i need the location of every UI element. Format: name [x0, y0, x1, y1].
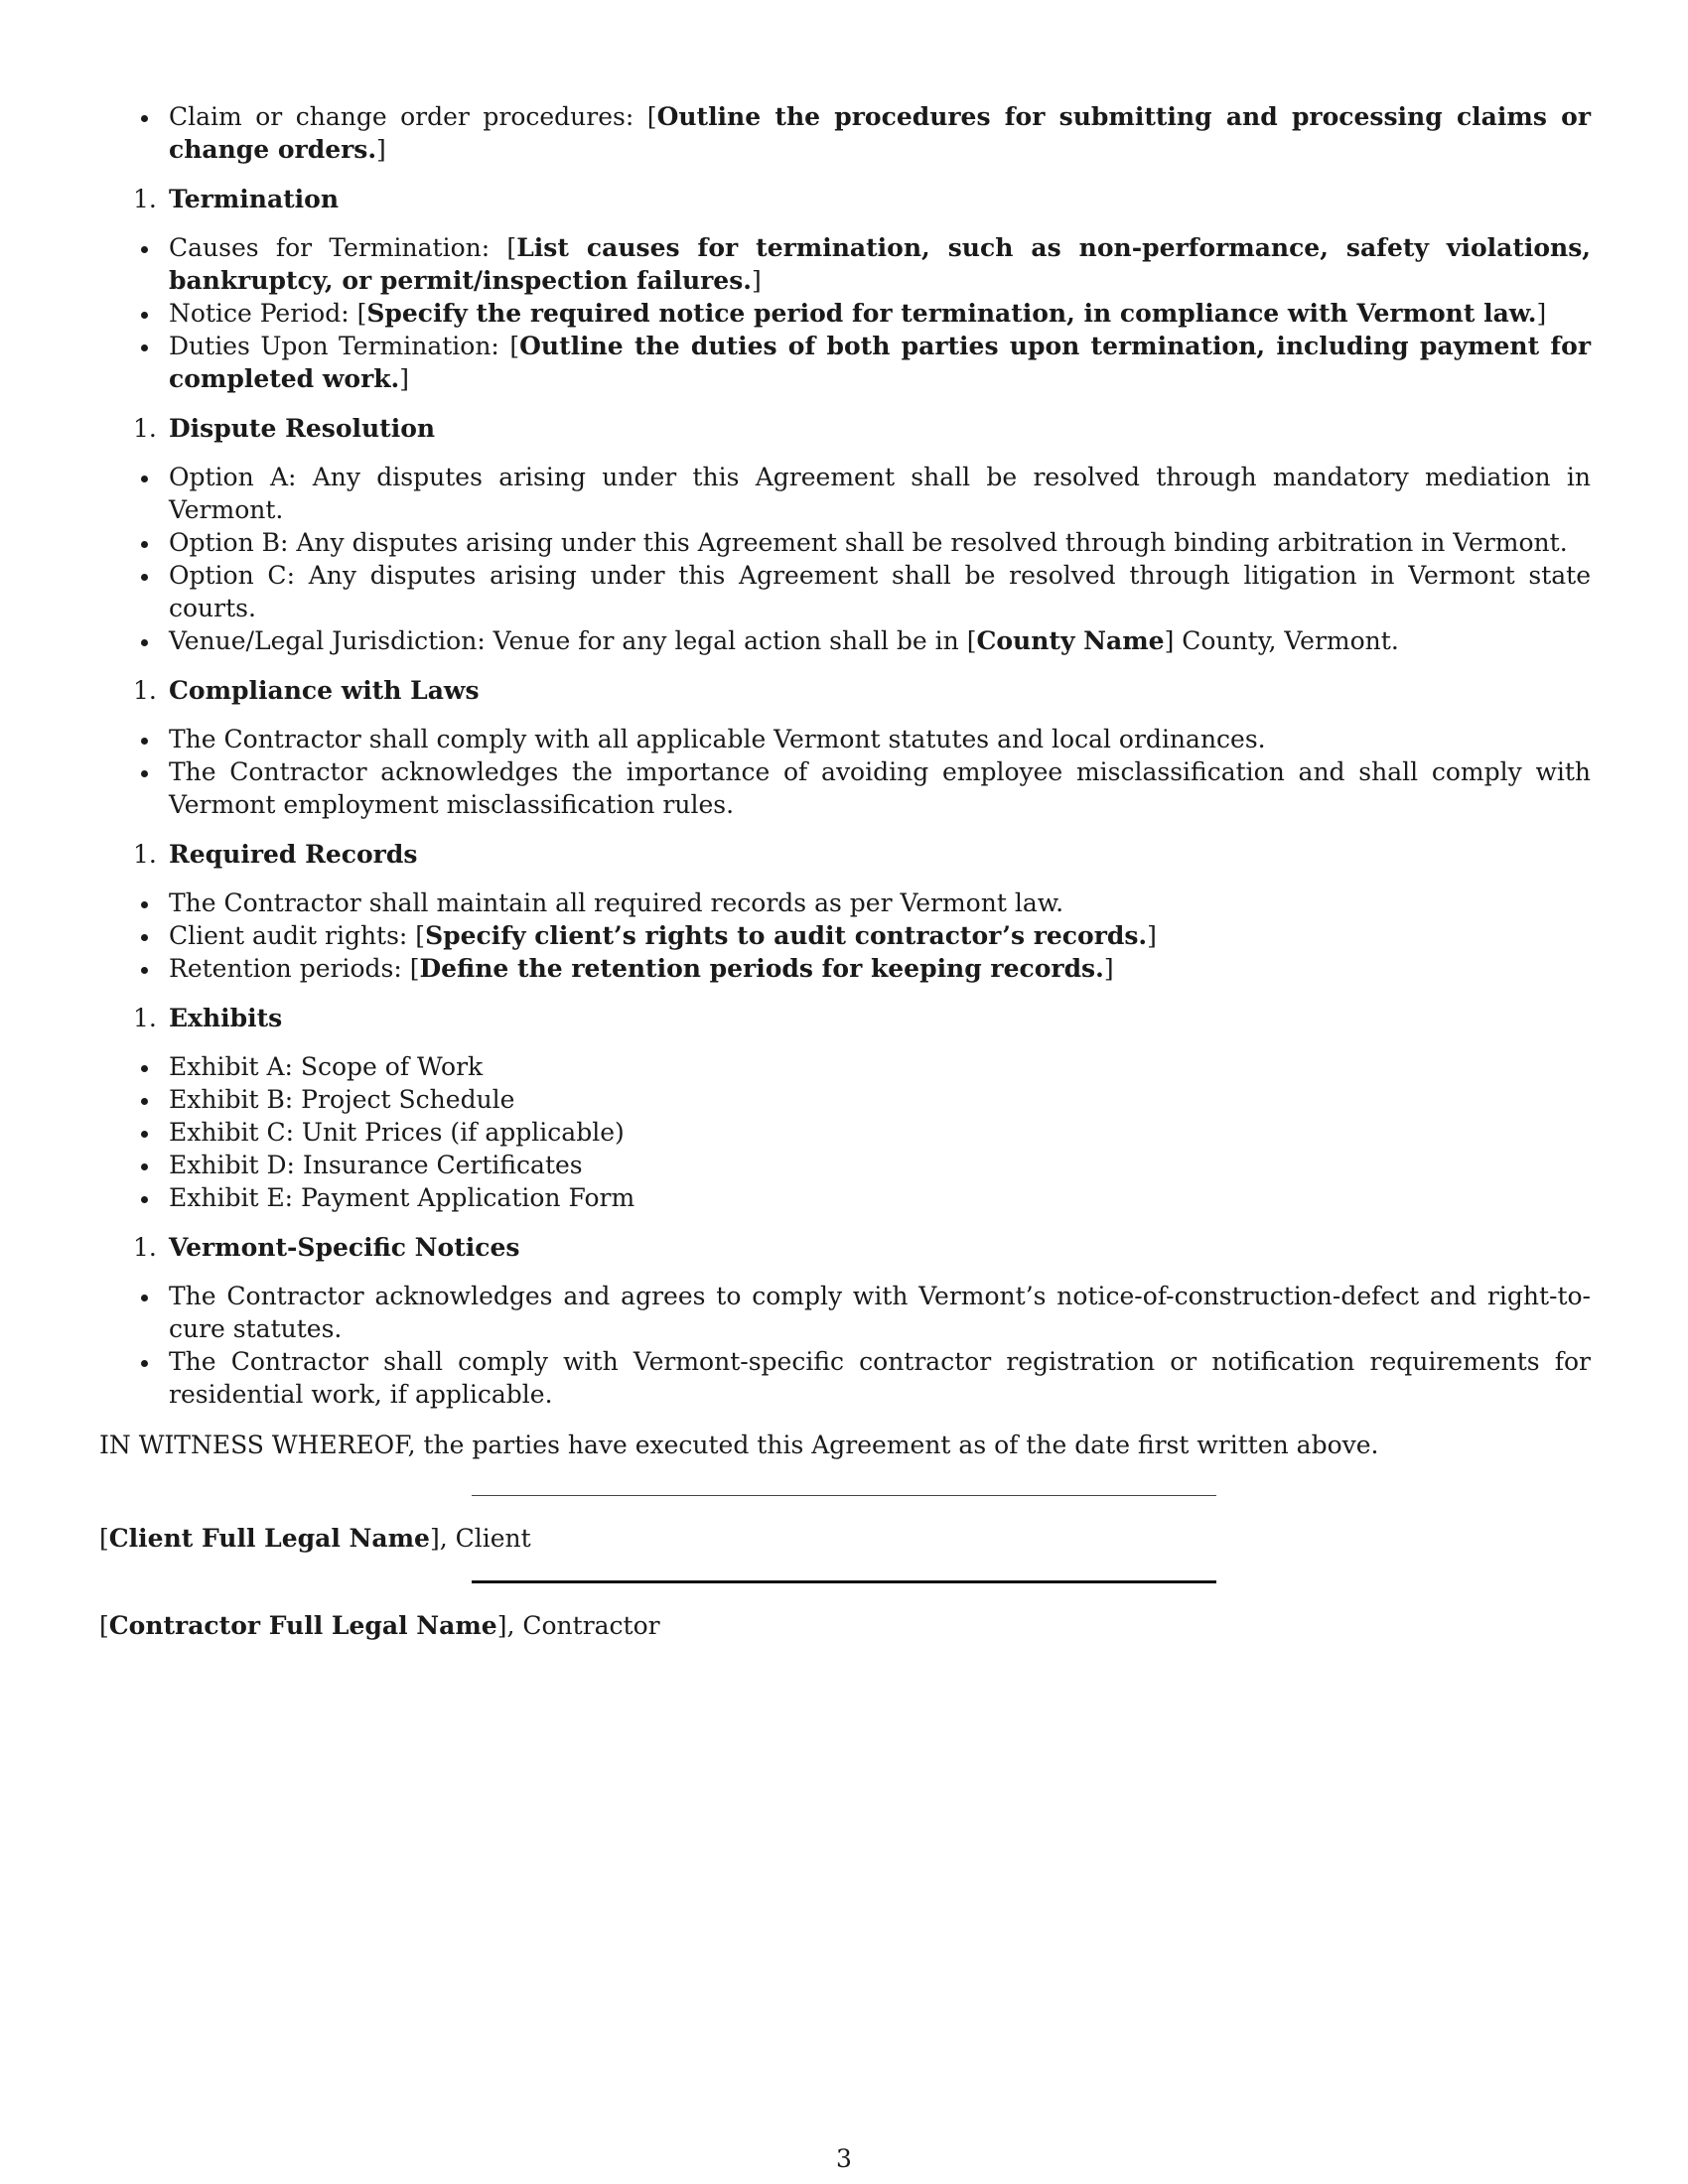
- client-role: , Client: [439, 1524, 531, 1553]
- contractor-signature-line: [472, 1580, 1216, 1583]
- exhibits-list: [99, 1050, 1591, 1214]
- list-item: The Contractor shall maintain all required records as per Vermont law.: [99, 887, 1591, 919]
- list-item: The Contractor shall comply with all applicable Vermont statutes and local ordinances.: [99, 723, 1591, 755]
- county-placeholder: County Name: [976, 626, 1165, 655]
- section-number: 1.: [133, 414, 157, 443]
- item-placeholder: Outline the duties of both parties upon termination, including payment for completed work.: [169, 332, 1591, 393]
- section-heading-exhibits: [99, 1002, 1591, 1034]
- claims-label: Claim or change order procedures:: [169, 102, 634, 131]
- client-name-placeholder: Client Full Legal Name: [108, 1524, 430, 1553]
- section-heading-records: [99, 838, 1591, 871]
- list-item: The Contractor shall comply with Vermont-specific contractor registration or notification requirements for residential work, if applicable.: [99, 1345, 1591, 1411]
- section-title: Exhibits: [169, 1004, 283, 1032]
- client-signature-line: [472, 1495, 1216, 1496]
- section-title: Termination: [169, 185, 340, 213]
- list-item: Exhibit A: Scope of Work: [99, 1050, 1591, 1083]
- list-item: The Contractor acknowledges the importance of avoiding employee misclassification and shall comply with Vermont employment misclassification rules.: [99, 755, 1591, 821]
- compliance-list: [99, 723, 1591, 821]
- item-placeholder: Define the retention periods for keeping records.: [419, 954, 1104, 983]
- item-placeholder: Specify the required notice period for termination, in compliance with Vermont law.: [366, 299, 1537, 328]
- list-item: Option C: Any disputes arising under this Agreement shall be resolved through litigation in Vermont state courts.: [99, 559, 1591, 624]
- section-title: Compliance with Laws: [169, 676, 480, 705]
- venue-text: Venue/Legal Jurisdiction: Venue for any legal action shall be in: [169, 626, 959, 655]
- section-title: Required Records: [169, 840, 418, 869]
- list-item: Exhibit D: Insurance Certificates: [99, 1149, 1591, 1181]
- section-heading-dispute: [99, 412, 1591, 445]
- document-body: [99, 100, 1591, 1642]
- item-label: Notice Period:: [169, 299, 350, 328]
- claims-placeholder: Outline the procedures for submitting and processing claims or change orders.: [169, 102, 1591, 164]
- section-title: Dispute Resolution: [169, 414, 436, 443]
- section-number: 1.: [133, 185, 157, 213]
- section-number: 1.: [133, 676, 157, 705]
- claims-procedures-item: Claim or change order procedures: [Outline the procedures for submitting and processing claims or change orders.]: [99, 100, 1591, 166]
- list-item: The Contractor acknowledges and agrees to comply with Vermont’s notice-of-construction-defect and right-to-cure statutes.: [99, 1280, 1591, 1345]
- section-heading-notices: [99, 1231, 1591, 1264]
- list-item: Retention periods: [Define the retention periods for keeping records.]: [99, 952, 1591, 985]
- section-number: 1.: [133, 1004, 157, 1032]
- section-heading-termination: [99, 183, 1591, 215]
- item-label: Client audit rights:: [169, 921, 408, 950]
- contractor-name-placeholder: Contractor Full Legal Name: [108, 1611, 497, 1640]
- item-label: Causes for Termination:: [169, 233, 491, 262]
- section-heading-compliance: [99, 674, 1591, 707]
- contractor-role: , Contractor: [506, 1611, 660, 1640]
- claims-list: [99, 100, 1591, 166]
- list-item: Causes for Termination: [List causes for termination, such as non-performance, safety violations, bankruptcy, or permit/inspection failures.]: [99, 231, 1591, 297]
- list-item: Option B: Any disputes arising under this Agreement shall be resolved through binding arbitration in Vermont.: [99, 526, 1591, 559]
- witness-clause: IN WITNESS WHEREOF, the parties have executed this Agreement as of the date first written above.: [99, 1431, 1379, 1459]
- list-item: Venue/Legal Jurisdiction: Venue for any legal action shall be in [County Name] County, Vermont.: [99, 624, 1591, 657]
- section-number: 1.: [133, 840, 157, 869]
- section-title: Vermont-Specific Notices: [169, 1233, 520, 1262]
- item-placeholder: Specify client’s rights to audit contractor’s records.: [425, 921, 1148, 950]
- list-item: Duties Upon Termination: [Outline the duties of both parties upon termination, including payment for completed work.]: [99, 330, 1591, 395]
- list-item: Exhibit E: Payment Application Form: [99, 1181, 1591, 1214]
- notices-list: [99, 1280, 1591, 1411]
- section-number: 1.: [133, 1233, 157, 1262]
- contractor-signature-name: [Contractor Full Legal Name], Contractor: [99, 1611, 660, 1640]
- venue-suffix: County, Vermont.: [1182, 626, 1399, 655]
- list-item: Client audit rights: [Specify client’s rights to audit contractor’s records.]: [99, 919, 1591, 952]
- item-label: Retention periods:: [169, 954, 402, 983]
- item-placeholder: List causes for termination, such as non-performance, safety violations, bankruptcy, or permit/inspection failures.: [169, 233, 1592, 295]
- client-signature-name: [Client Full Legal Name], Client: [99, 1524, 531, 1553]
- page-number: 3: [836, 2144, 852, 2173]
- list-item: Exhibit B: Project Schedule: [99, 1083, 1591, 1116]
- termination-list: [99, 231, 1591, 395]
- list-item: Option A: Any disputes arising under this Agreement shall be resolved through mandatory mediation in Vermont.: [99, 461, 1591, 526]
- item-label: Duties Upon Termination:: [169, 332, 499, 360]
- records-list: [99, 887, 1591, 985]
- list-item: Exhibit C: Unit Prices (if applicable): [99, 1116, 1591, 1149]
- dispute-list: [99, 461, 1591, 657]
- list-item: Notice Period: [Specify the required notice period for termination, in compliance with Vermont law.]: [99, 297, 1591, 330]
